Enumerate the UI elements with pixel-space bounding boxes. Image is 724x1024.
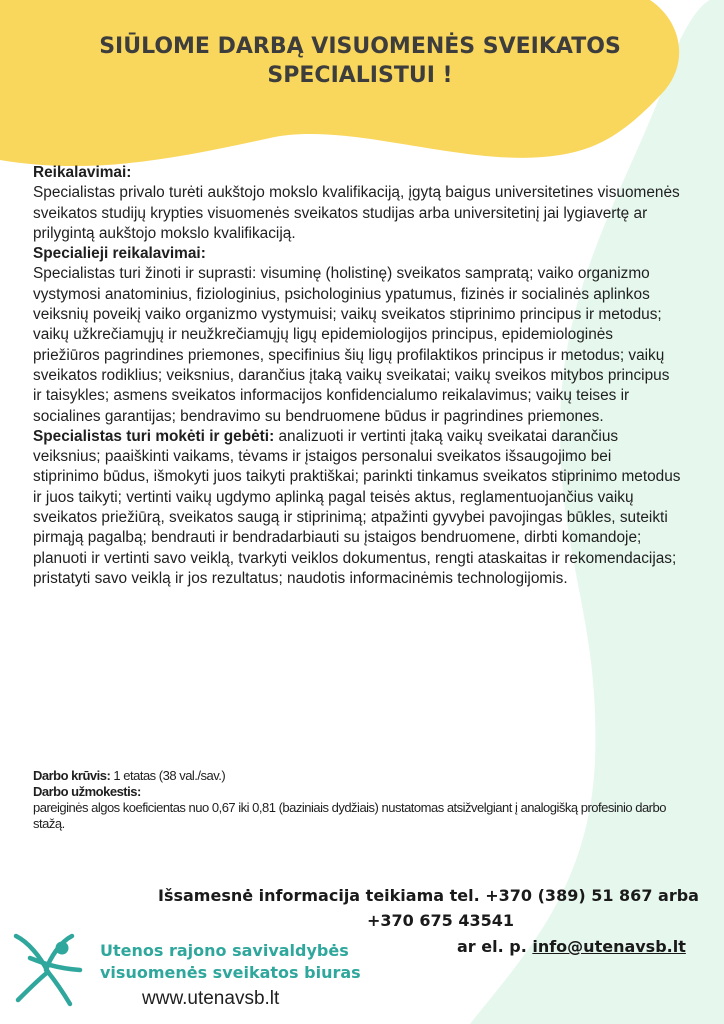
title-line-2: SPECIALISTUI ! xyxy=(267,63,453,88)
job-description xyxy=(33,163,681,589)
skills-text: analizuoti ir vertinti įtaką vaikų sveikatai darančius veiksnius; paaiškinti vaikams, tėvams ir įstaigos personalui sveikatos išsaugojimo bei stiprinimo būdus, išmokyti juos taikyti praktiškai; parinkti tinkamus sveikatos stiprinimo metodus ir juos taikyti; vertinti vaikų ugdymo aplinką pagal teisės aktus, reglamentuojančius vaikų sveikatos priežiūrą, sveikatos saugą ir stiprinimą; atpažinti gyvybei pavojingas būkles, suteikti pirmąją pagalbą; bendrauti ir bendradarbiauti su įstaigos bendruomene, dirbti komandoje; planuoti ir vertinti savo veiklą, tvarkyti veiklos dokumentus, rengti ataskaitas ir rekomendacijas; pristatyti savo veiklą ir jos rezultatus; naudotis informacinėmis technologijomis. xyxy=(33,427,681,587)
organization-name-line-1: Utenos rajono savivaldybės xyxy=(100,941,349,960)
website-link[interactable]: www.utenavsb.lt xyxy=(142,988,280,1009)
page-title xyxy=(60,32,660,90)
contact-email-prefix: ar el. p. xyxy=(457,937,533,956)
work-load-label: Darbo krūvis: xyxy=(33,768,111,783)
title-line-1: SIŪLOME DARBĄ VISUOMENĖS SVEIKATOS xyxy=(99,34,621,59)
work-load-value: 1 etatas (38 val./sav.) xyxy=(110,768,226,783)
salary-label: Darbo užmokestis: xyxy=(33,784,141,799)
special-requirements-text: Specialistas turi žinoti ir suprasti: visuminę (holistinę) sveikatos sampratą; vaiko organizmo vystymosi anatominius, fiziologinius, psichologinius ypatumus, fizinės ir socialinės aplinkos veiksnių poveikį vaiko organizmo vystymuisi; vaikų sveikatos stiprinimo principus ir metodus; vaikų užkrečiamųjų ir neužkrečiamųjų ligų epidemiologijos principus, epidemiologinės priežiūros pagrindines priemones, specifinius šių ligų profilaktikos principus ir metodus; vaikų sveikatos rodiklius; veiksnius, darančius įtaką vaikų sveikatai; vaikų sveikos mitybos principus ir taisykles; asmens sveikatos informacijos konfidencialumo reikalavimus; vaikų teises ir socialines garantijas; bendravimo su bendruomene būdus ir pagrindines priemones. xyxy=(33,265,670,425)
requirements-section xyxy=(33,163,681,244)
organization-name-line-2: visuomenės sveikatos biuras xyxy=(100,963,361,982)
contact-line-1: Išsamesnė informacija teikiama tel. +370 (389) 51 867 arba xyxy=(158,886,699,905)
salary xyxy=(33,784,673,832)
email-link[interactable]: info@utenavsb.lt xyxy=(532,937,686,956)
contact-line-2: +370 675 43541 xyxy=(367,911,515,930)
special-requirements-heading: Specialieji reikalavimai: xyxy=(33,245,206,263)
salary-value: pareiginės algos koeficientas nuo 0,67 iki 0,81 (baziniais dydžiais) nustatomas atsižvelgiant į analogišką profesinio darbo stažą. xyxy=(33,800,666,831)
skills-heading: Specialistas turi mokėti ir gebėti: xyxy=(33,427,275,445)
special-requirements-section xyxy=(33,244,681,427)
requirements-text: Specialistas privalo turėti aukštojo mokslo kvalifikaciją, įgytą baigus universitetines visuomenės sveikatos studijų krypties visuomenės sveikatos studijas arba universitetinį jai lygiavertę ar prilygintą aukštojo mokslo kvalifikaciją. xyxy=(33,184,680,242)
contact-line-3 xyxy=(457,934,686,959)
requirements-heading: Reikalavimai: xyxy=(33,164,132,181)
work-conditions xyxy=(33,768,673,832)
organization-name xyxy=(100,940,361,984)
work-load xyxy=(33,768,673,784)
skills-section xyxy=(33,427,681,589)
stylized-figure-logo-icon xyxy=(10,928,92,1010)
